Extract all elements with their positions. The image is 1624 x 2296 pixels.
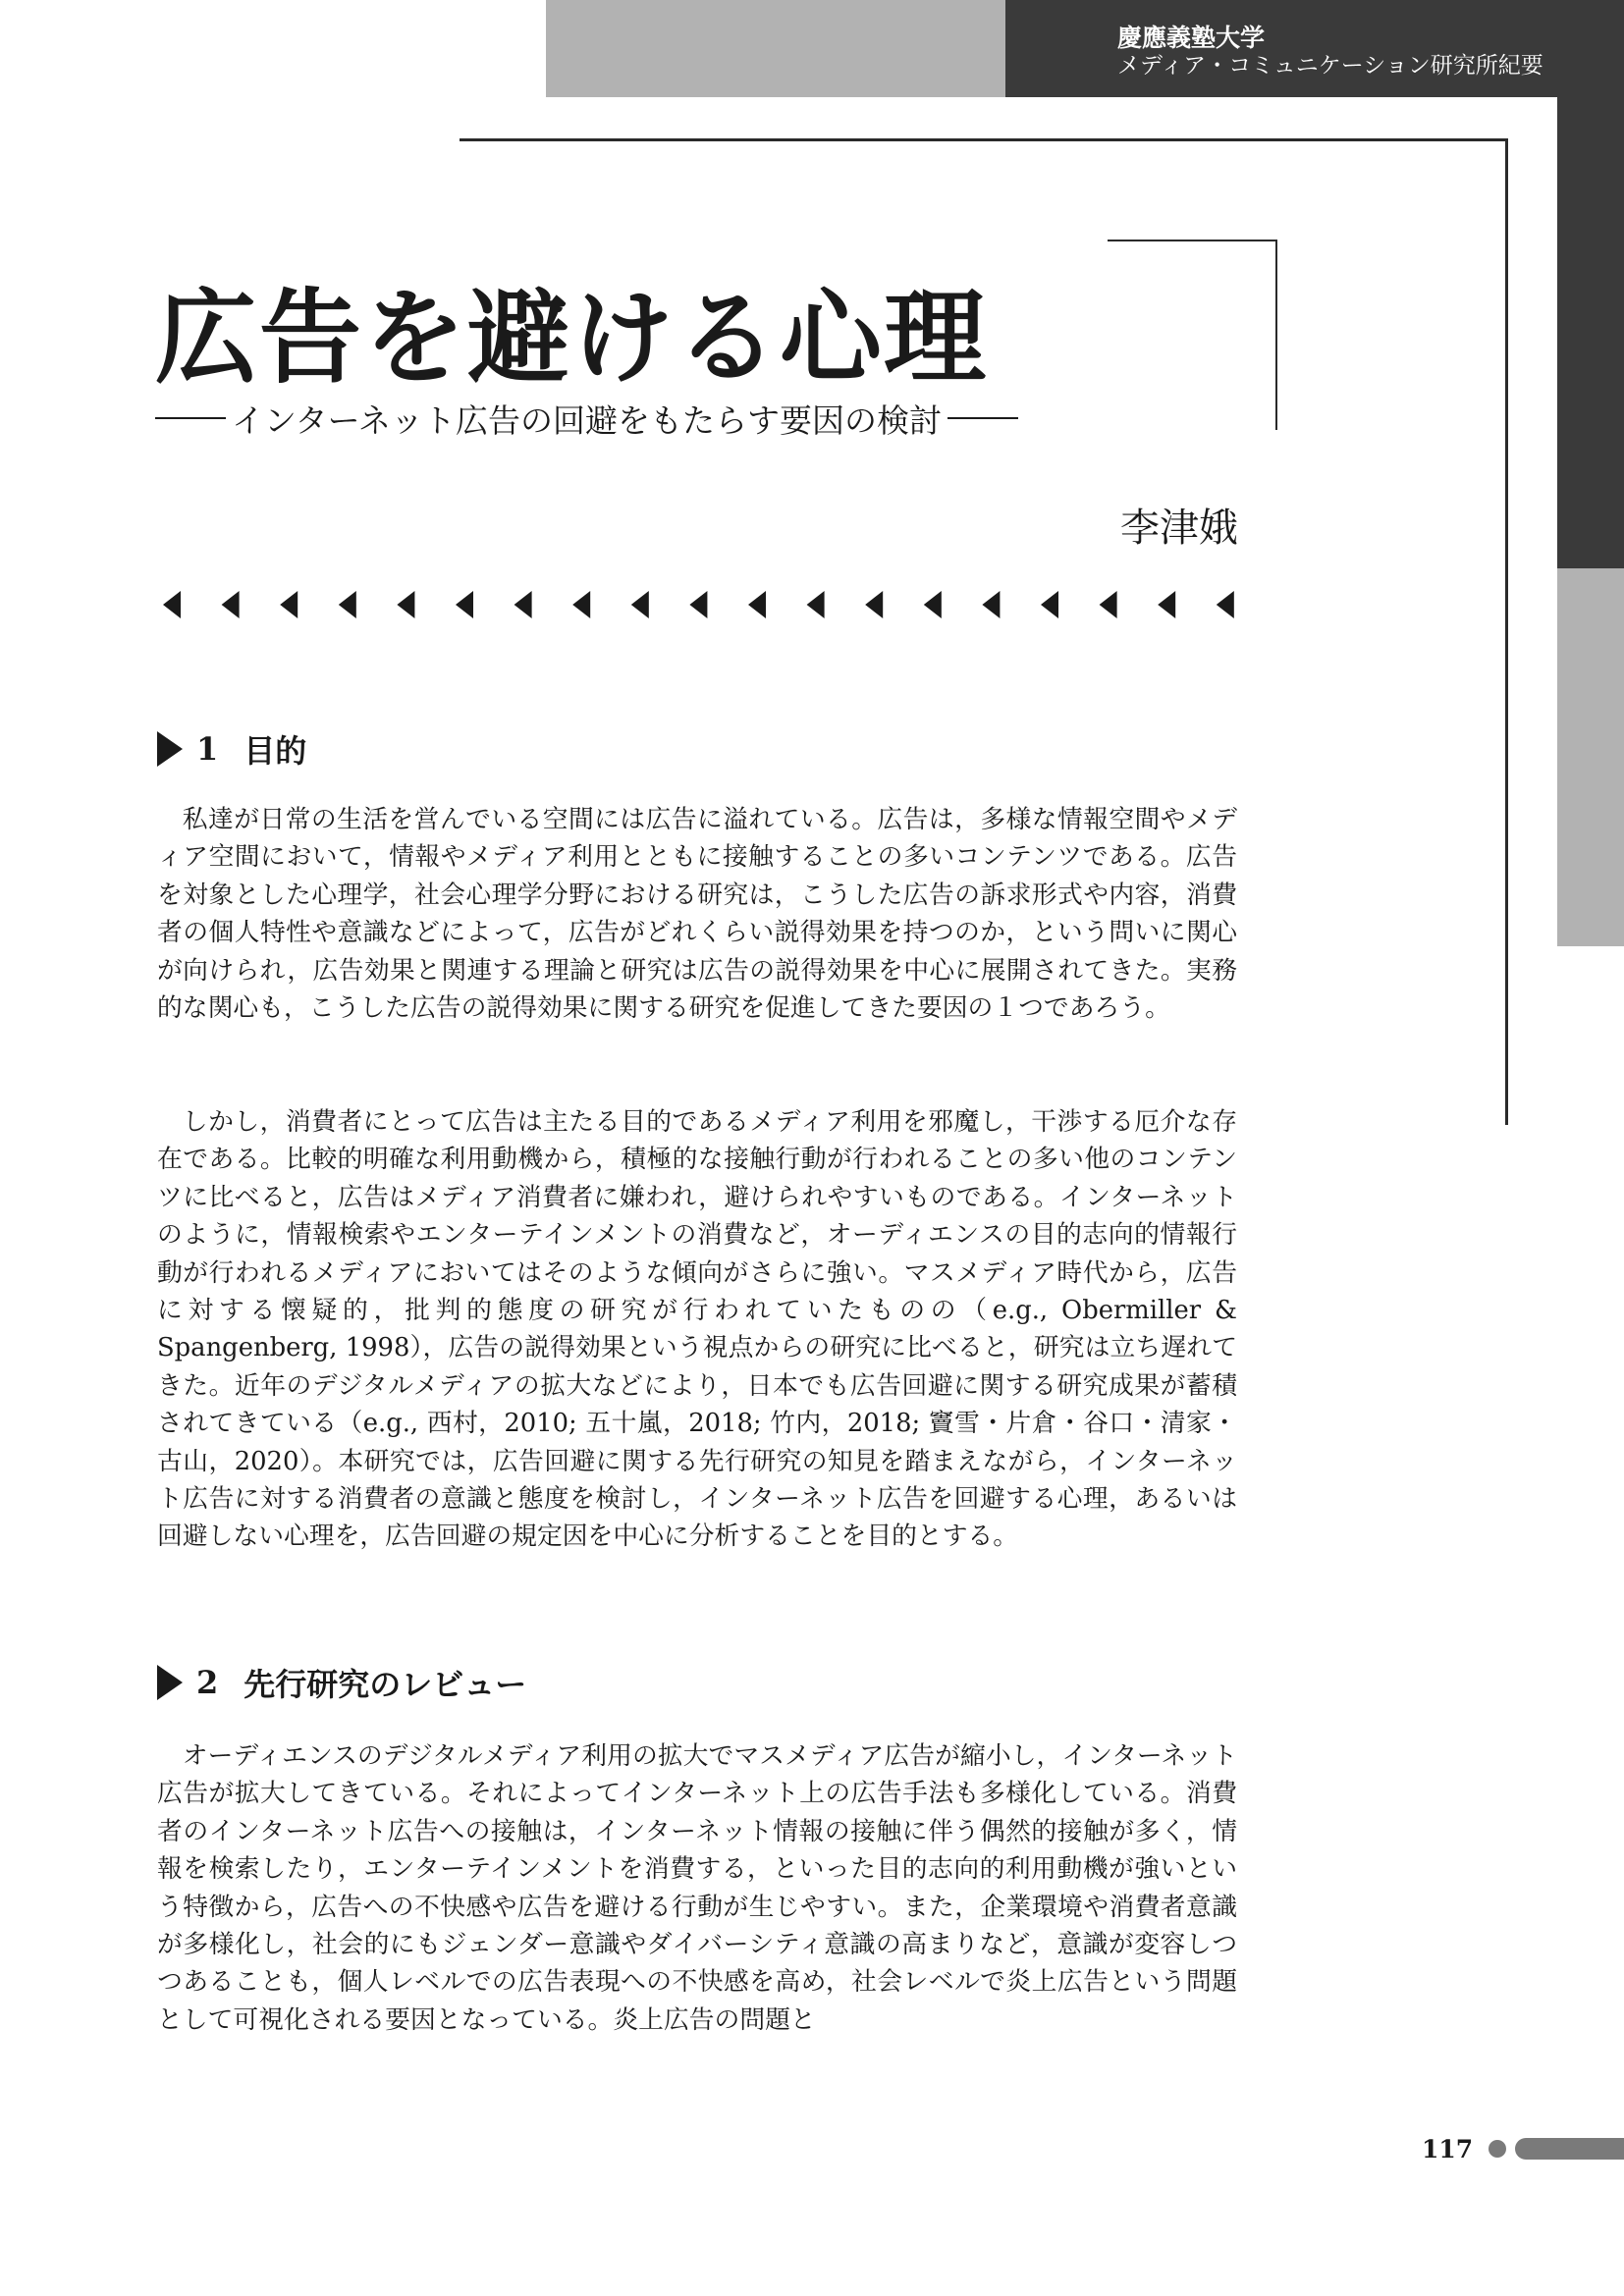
section-heading (157, 1658, 526, 1707)
footer-bar (1515, 2138, 1624, 2160)
subtitle-dash-left (155, 417, 226, 419)
frame-line-top (460, 138, 1508, 141)
triangle-ornament (1217, 591, 1234, 618)
triangle-ornament (631, 591, 649, 618)
side-tab-dark (1557, 97, 1624, 568)
paragraph: オーディエンスのデジタルメディア利用の拡大でマスメディア広告が縮小し，インターネット広告が拡大してきている。それによってインターネット上の広告手法も多様化している。消費者のインターネット広告への接触は，インターネット情報の接触に伴う偶然的接触が多く，情報を検索したり，エンターテインメントを消費する，といった目的志向的利用動機が強いという特徴から，広告への不快感や広告を避ける行動が生じやすい。また，企業環境や消費者意識が多様化し，社会的にもジェンダー意識やダイバーシティ意識の高まりなど，意識が変容しつつあることも，個人レベルでの広告表現への不快感を高め，社会レベルで炎上広告という問題として可視化される要因となっている。炎上広告の問題と (157, 1741, 1237, 2035)
triangle-ornament (1100, 591, 1117, 618)
triangle-ornament (748, 591, 766, 618)
subtitle-dash-right (947, 417, 1018, 419)
triangle-ornament-row (159, 587, 1239, 622)
triangle-ornament (397, 591, 414, 618)
section-title: 目的 (244, 732, 307, 770)
triangle-ornament (280, 591, 298, 618)
triangle-ornament (689, 591, 707, 618)
title-box-line-right (1275, 240, 1277, 430)
frame-line-right (1505, 138, 1508, 1125)
header-dark-band (1005, 0, 1624, 97)
header-university: 慶應義塾大学 (1117, 24, 1266, 52)
triangle-ornament (163, 591, 181, 618)
section-heading (157, 724, 306, 774)
header-gray-band (546, 0, 1005, 97)
triangle-ornament (572, 591, 590, 618)
author-name: 李津娥 (1120, 506, 1238, 551)
section-arrow-icon (157, 731, 183, 767)
triangle-ornament (982, 591, 1000, 618)
section-number: 2 (196, 1664, 219, 1701)
article-title: 広告を避ける心理 (155, 277, 989, 398)
triangle-ornament (339, 591, 356, 618)
page-number: 117 (1422, 2135, 1474, 2163)
triangle-ornament (222, 591, 240, 618)
paragraph: 私達が日常の生活を営んでいる空間には広告に溢れている。広告は，多様な情報空間やメディア空間において，情報やメディア利用とともに接触することの多いコンテンツである。広告を対象とした心理学，社会心理学分野における研究は，こうした広告の訴求形式や内容，消費者の個人特性や意識などによって，広告がどれくらい説得効果を持つのか，という問いに関心が向けられ，広告効果と関連する理論と研究は広告の説得効果を中心に展開されてきた。実務的な関心も，こうした広告の説得効果に関する研究を促進してきた要因の１つであろう。 (157, 805, 1237, 1024)
footer-dot (1489, 2140, 1506, 2158)
triangle-ornament (865, 591, 883, 618)
triangle-ornament (1158, 591, 1175, 618)
triangle-ornament (924, 591, 942, 618)
section-arrow-icon (157, 1665, 183, 1700)
paragraph: しかし，消費者にとって広告は主たる目的であるメディア利用を邪魔し，干渉する厄介な存在である。比較的明確な利用動機から，積極的な接触行動が行われることの多い他のコンテンツに比べると，広告はメディア消費者に嫌われ，避けられやすいものである。インターネットのように，情報検索やエンターテインメントの消費など，オーディエンスの目的志向的情報行動が行われるメディアにおいてはそのような傾向がさらに強い。マスメディア時代から，広告に対する懐疑的，批判的態度の研究が行われていたものの（e.g., Obermiller & Spangenberg, 1998），広告の説得効果という視点からの研究に比べると，研究は立ち遅れてきた。近年のデジタルメディアの拡大などにより，日本でも広告回避に関する研究成果が蓄積されてきている（e.g., 西村，2010; 五十嵐，2018; 竹内，2018; 竇雪・片倉・谷口・清家・古山，2020）。本研究では，広告回避に関する先行研究の知見を踏まえながら，インターネット広告に対する消費者の意識と態度を検討し，インターネット広告を回避する心理，あるいは回避しない心理を，広告回避の規定因を中心に分析することを目的とする。 (157, 1107, 1237, 1552)
section-title: 先行研究のレビュー (244, 1666, 527, 1703)
side-tab-gray (1557, 568, 1624, 946)
subtitle-text: インターネット広告の回避をもたらす要因の検討 (232, 400, 943, 440)
header-journal-name: メディア・コミュニケーション研究所紀要 (1117, 53, 1543, 79)
triangle-ornament (456, 591, 473, 618)
title-box-line-top (1108, 240, 1277, 241)
triangle-ornament (807, 591, 825, 618)
section-number: 1 (196, 730, 219, 768)
article-subtitle (155, 397, 1018, 440)
triangle-ornament (1041, 591, 1058, 618)
triangle-ornament (514, 591, 532, 618)
